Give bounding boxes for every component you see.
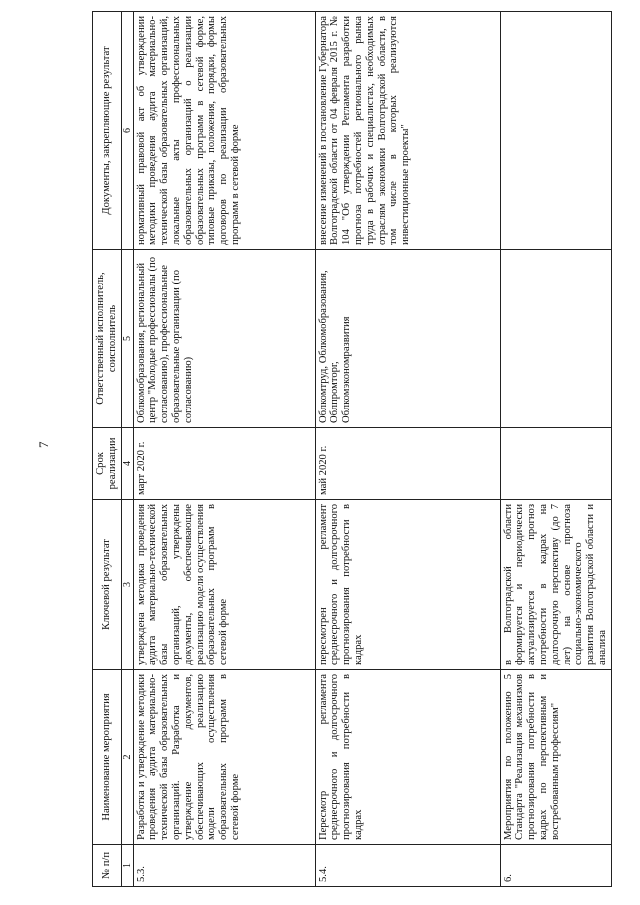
header-key-result: Ключевой результат — [93, 500, 122, 670]
row-documents: внесение изменений в постановление Губернатора Волгоградской области от 04 февраля 2015 г. № 104 "Об утверждении Регламента разработки прогноза потребностей регионального рынка труда в рабочих и специалистах, необходимых отраслям экономики Волгоградской области, в том числе в которых реализуются инвестиционные проекты" — [315, 12, 500, 250]
rotated-table-container — [92, 12, 622, 887]
row-name: Мероприятия по положению 5 Стандарта "Реализация механизмов прогнозирования потребности в кадрах по перспективным и востребованным профессиям" — [500, 670, 611, 845]
table-row — [133, 12, 315, 887]
row-num: 6. — [500, 845, 611, 887]
header-executor: Ответственный исполнитель, соисполнитель — [93, 250, 122, 428]
column-number: 4 — [121, 428, 133, 500]
row-name: Разработка и утверждение методики проведения аудита материально-технической базы образовательных организаций. Разработка и утверждение документов, обеспечивающих реализацию модели осуществления образовательных программ в сетевой форме — [133, 670, 315, 845]
page-number: 7 — [36, 441, 51, 448]
table-row — [315, 12, 500, 887]
header-row — [93, 12, 122, 887]
row-name: Пересмотр регламента среднесрочного и долгосрочного прогнозирования потребности в кадрах — [315, 670, 500, 845]
table-row — [500, 12, 611, 887]
row-key-result: утверждена методика проведения аудита материально-технической базы образовательных организаций, утверждены документы, обеспечивающие реализацию модели осуществления образовательных программ в сетевой форме — [133, 500, 315, 670]
column-number: 5 — [121, 250, 133, 428]
header-num: № п/п — [93, 845, 122, 887]
column-number: 6 — [121, 12, 133, 250]
row-key-result: пересмотрен регламент среднесрочного и долгосрочного прогнозирования потребности в кадрах — [315, 500, 500, 670]
header-documents: Документы, закрепляющие результат — [93, 12, 122, 250]
row-documents — [500, 12, 611, 250]
column-number: 1 — [121, 845, 133, 887]
row-num: 5.3. — [133, 845, 315, 887]
header-name: Наименование мероприятия — [93, 670, 122, 845]
row-deadline — [500, 428, 611, 500]
row-deadline: март 2020 г. — [133, 428, 315, 500]
row-num: 5.4. — [315, 845, 500, 887]
row-executor: Облкомтруд, Облкомобразования, Облпромторг, Облкомэкономразвития — [315, 250, 500, 428]
row-deadline: май 2020 г. — [315, 428, 500, 500]
row-executor: Облкомобразования, региональный центр "Молодые профессионалы (по согласованию), профессиональные образовательные организации (по согласованию) — [133, 250, 315, 428]
column-number: 2 — [121, 670, 133, 845]
row-documents: нормативный правовой акт об утверждении методики проведения аудита материально-технической базы образовательных организаций, локальные акты профессиональных образовательных организаций о реализации образовательных программ в сетевой форме, типовые приказы, положения, порядки, формы договоров по реализации образовательных программ в сетевой форме — [133, 12, 315, 250]
column-number-row — [121, 12, 133, 887]
row-key-result: в Волгоградской области формируется и периодически актуализируется прогноз потребности в кадрах на долгосрочную перспективу (до 7 лет) на основе прогноза социально-экономического развития Волгоградской области и анализа — [500, 500, 611, 670]
measures-table — [92, 11, 612, 887]
row-executor — [500, 250, 611, 428]
column-number: 3 — [121, 500, 133, 670]
header-deadline: Срок реализации — [93, 428, 122, 500]
